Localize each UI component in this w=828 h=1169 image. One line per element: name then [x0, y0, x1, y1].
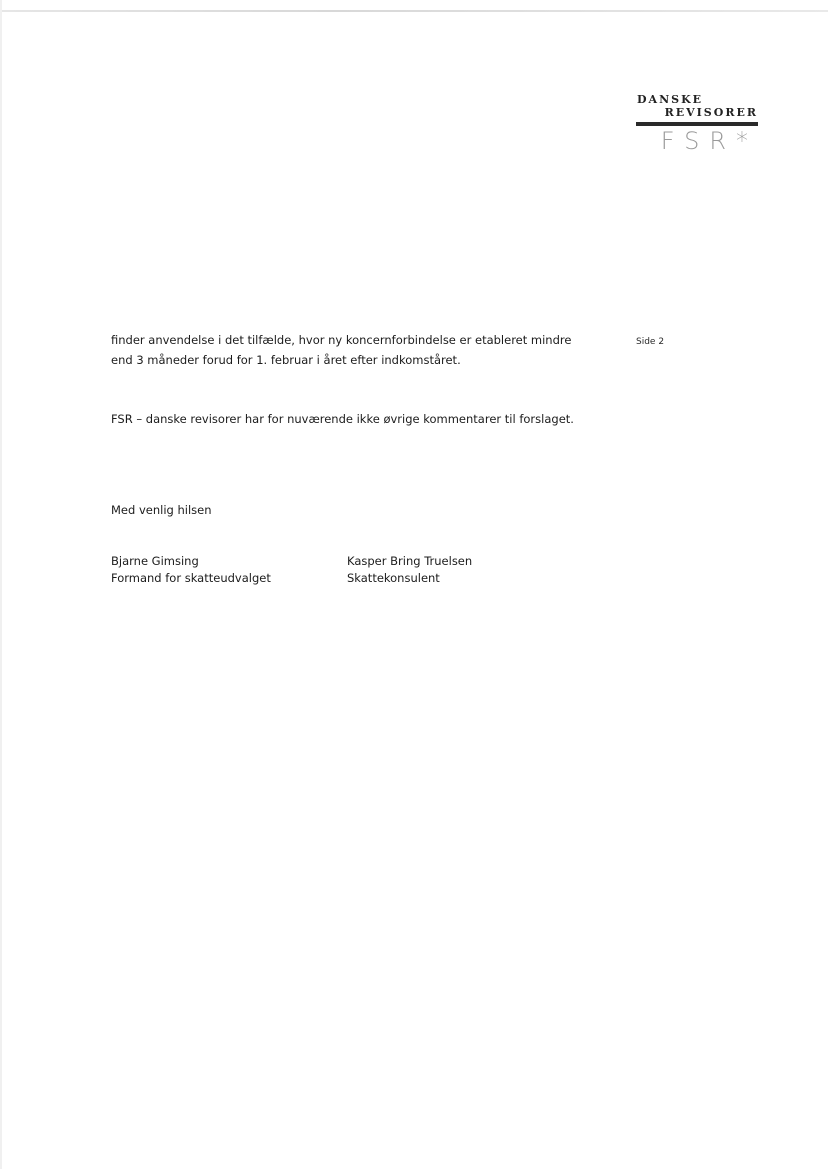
- signatory-title: Skattekonsulent: [347, 571, 440, 585]
- signatory-title: Formand for skatteudvalget: [111, 571, 271, 585]
- paragraph-line: FSR – danske revisorer har for nuværende ikke øvrige kommentarer til forslaget.: [111, 412, 574, 426]
- logo-bar: [636, 122, 758, 126]
- signatory-1: [111, 553, 271, 587]
- logo-text-revisorer: REVISORER: [664, 106, 758, 119]
- fsr-logo: [636, 93, 760, 155]
- logo-text-danske: DANSKE: [637, 93, 704, 106]
- page-number: Side 2: [636, 337, 665, 347]
- paragraph-2: [111, 409, 574, 429]
- scan-edge-top: [0, 10, 828, 12]
- paragraph-1: [111, 330, 571, 370]
- scan-edge-left: [0, 0, 2, 1169]
- paragraph-line: end 3 måneder forud for 1. februar i året efter indkomståret.: [111, 353, 461, 367]
- signatory-name: Bjarne Gimsing: [111, 554, 199, 568]
- signatory-2: [347, 553, 472, 587]
- closing-salutation: Med venlig hilsen: [111, 503, 212, 517]
- signatory-name: Kasper Bring Truelsen: [347, 554, 473, 568]
- paragraph-line: finder anvendelse i det tilfælde, hvor ny koncernforbindelse er etableret mindre: [111, 333, 572, 347]
- logo-mark-fsr: FSR*: [660, 127, 758, 155]
